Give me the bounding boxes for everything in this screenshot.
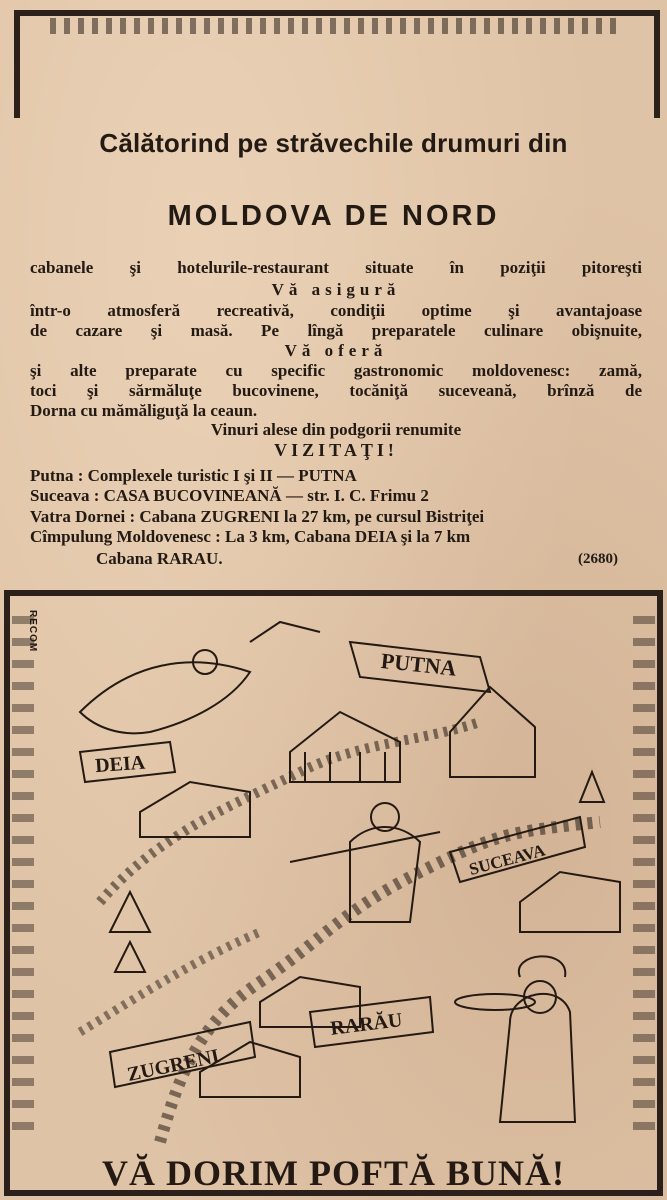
location-rarau: Cabana RARAU.	[96, 549, 223, 568]
body-line: toci şi sărmăluţe bucovinene, tocăniţă suceveană, brînză de	[30, 381, 642, 400]
banner-deia: DEIA	[94, 751, 146, 778]
body-line: într-o atmosferă recreativă, condiţii optime şi avantajoase	[30, 301, 642, 320]
body-line: şi alte preparate cu specific gastronomic moldovenesc: zamă,	[30, 361, 642, 380]
visit-heading: VIZITAŢI!	[274, 441, 398, 460]
location-campulung: Cîmpulung Moldovenesc : La 3 km, Cabana DEIA şi la 7 km	[30, 527, 471, 546]
location-vatra-dornei: Vatra Dornei : Cabana ZUGRENI la 27 km, pe cursul Bistriţei	[30, 507, 485, 526]
bucovina-illustration	[40, 602, 640, 1150]
footer-slogan: VĂ DORIM POFTĂ BUNĂ!	[102, 1153, 565, 1192]
body-line: Vă oferă	[284, 341, 388, 360]
body-line: Dorna cu mămăliguţă la ceaun.	[30, 401, 258, 420]
top-ornamental-border	[14, 10, 660, 118]
banner-putna: PUTNA	[379, 647, 458, 681]
reference-number: (2680)	[578, 551, 618, 567]
body-line: cabanele şi hotelurile-restaurant situate în poziţii pitoreşti	[30, 258, 642, 277]
body-line: de cazare şi masă. Pe lîngă preparatele culinare obişnuite,	[30, 321, 642, 340]
banner-rarau: RARĂU	[329, 1009, 404, 1040]
illustration-credit: RECOM	[27, 610, 38, 653]
location-suceava: Suceava : CASA BUCOVINEANĂ — str. I. C. Frimu 2	[30, 486, 429, 505]
location-putna: Putna : Complexele turistic I şi II — PUTNA	[30, 466, 357, 485]
body-line: Vă asigură	[271, 280, 401, 299]
banner-suceava: SUCEAVA	[467, 840, 548, 879]
subtitle: Călătorind pe străvechile drumuri din	[99, 128, 568, 158]
page-title: MOLDOVA DE NORD	[167, 200, 500, 232]
body-line: Vinuri alese din podgorii renumite	[210, 420, 462, 439]
banner-zugreni: ZUGRENI	[125, 1045, 222, 1087]
